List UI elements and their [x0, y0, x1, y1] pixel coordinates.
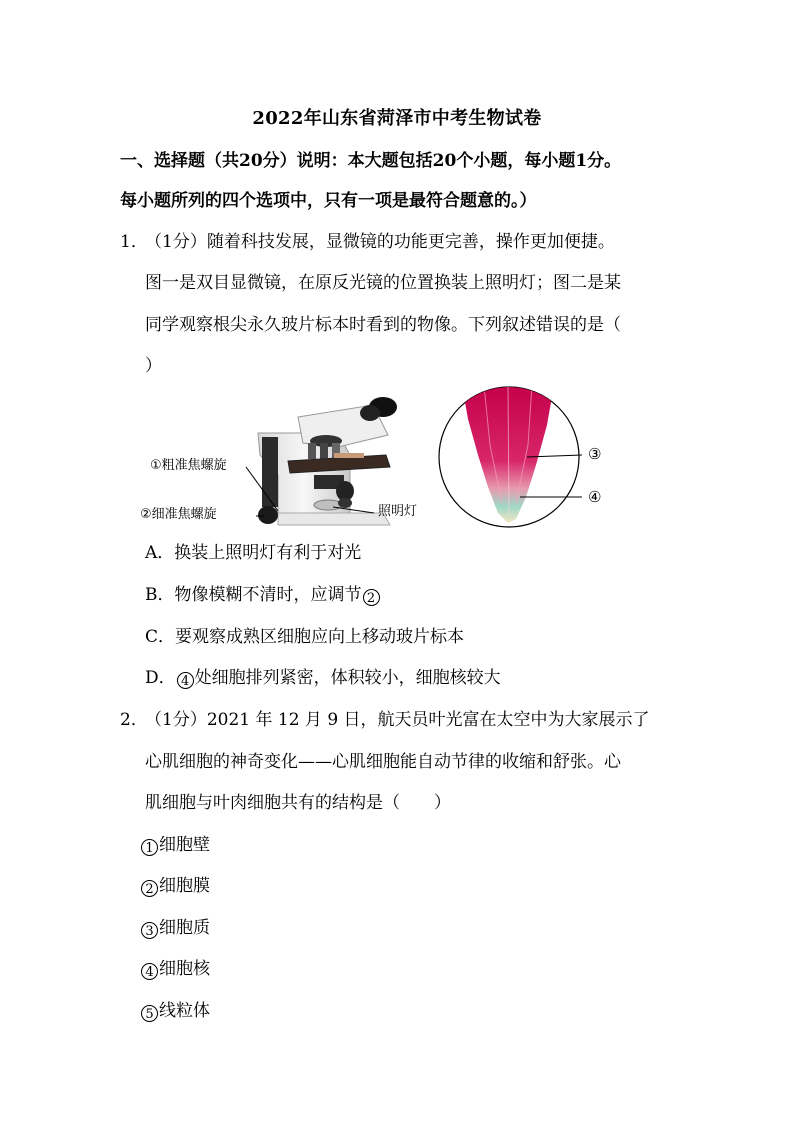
microscope-base [278, 513, 390, 525]
q1-stem-line-4: ） [145, 356, 162, 376]
root-tip-figure [432, 385, 612, 530]
q1-option-c: C．要观察成熟区细胞应向上移动玻片标本 [145, 627, 465, 647]
q1-option-d-prefix: D． [145, 668, 176, 688]
q1-stem-line-1: （1分）随着科技发展，显微镜的功能更完善，操作更加便捷。 [145, 232, 615, 252]
q2-item-text: 细胞质 [159, 918, 210, 938]
q2-item [140, 1003, 210, 1022]
q2-item [140, 837, 210, 856]
q1-option-b [145, 587, 381, 606]
q2-item-circled-number: 5 [141, 1005, 158, 1022]
label-zone-4: ④ [588, 488, 602, 506]
q1-option-d [145, 670, 501, 689]
objective-lens-1 [308, 443, 316, 459]
q2-item [140, 878, 210, 897]
lamp [314, 500, 342, 510]
slide [334, 453, 364, 458]
label-zone-3: ③ [588, 445, 602, 463]
fine-focus-knob [258, 506, 278, 524]
q1-option-b-text: B．物像模糊不清时，应调节 [145, 585, 362, 605]
q2-item-text: 细胞膜 [159, 876, 210, 896]
q2-item [140, 961, 210, 980]
q1-stem-line-2: 图一是双目显微镜，在原反光镜的位置换装上照明灯；图二是某 [145, 273, 621, 293]
q2-stem-line-3: 肌细胞与叶肉细胞共有的结构是（ ） [145, 793, 451, 813]
q2-number: 2． [120, 710, 148, 730]
section-heading-line-2: 每小题所列的四个选项中，只有一项是最符合题意的。） [120, 191, 537, 211]
q2-item-circled-number: 3 [141, 922, 158, 939]
q1-option-d-text: 处细胞排列紧密，体积较小，细胞核较大 [194, 668, 501, 688]
label-fine-focus: ②细准焦螺旋 [140, 507, 217, 522]
q2-item-text: 细胞核 [159, 959, 210, 979]
eyepiece-2 [360, 405, 380, 421]
q2-item-text: 线粒体 [159, 1001, 210, 1021]
q1-number: 1． [120, 232, 148, 252]
q2-item [140, 920, 210, 939]
q2-item-circled-number: 1 [141, 839, 158, 856]
q2-stem-line-2: 心肌细胞的神奇变化——心肌细胞能自动节律的收缩和舒张。心 [145, 752, 621, 772]
q2-item-circled-number: 4 [141, 963, 158, 980]
q2-item-circled-number: 2 [141, 880, 158, 897]
fine-focus-knob-right [338, 498, 352, 508]
q1-option-d-circled-number: 4 [177, 672, 194, 689]
label-lamp: 照明灯 [378, 504, 418, 519]
q1-option-a: A．换装上照明灯有利于对光 [145, 543, 362, 563]
label-coarse-focus: ①粗准焦螺旋 [150, 458, 227, 473]
q1-option-b-circled-number: 2 [363, 589, 380, 606]
q2-item-text: 细胞壁 [159, 835, 210, 855]
q1-stem-line-3: 同学观察根尖永久玻片标本时看到的物像。下列叙述错误的是（ [145, 315, 621, 335]
section-heading-line-1: 一、选择题（共20分）说明：本大题包括20个小题，每小题1分。 [120, 151, 622, 171]
microscope-arm-shadow [262, 437, 278, 507]
q2-stem-line-1: （1分）2021 年 12 月 9 日，航天员叶光富在太空中为大家展示了 [145, 710, 650, 730]
page-title: 2022年山东省菏泽市中考生物试卷 [252, 108, 542, 129]
